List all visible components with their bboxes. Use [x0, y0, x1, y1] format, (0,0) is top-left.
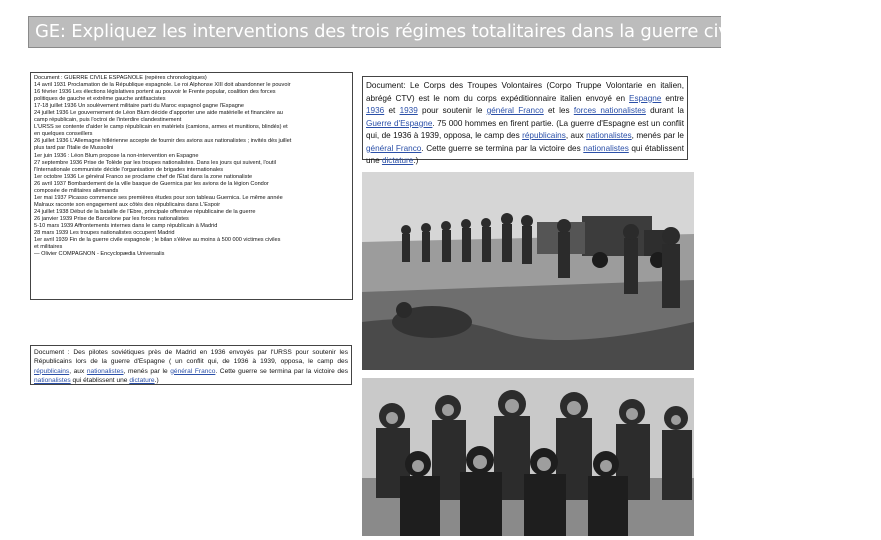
- chronology-line: Malraux raconte son engagement aux côtés des républicains dans L'Espoir: [34, 201, 221, 208]
- caption-text: pour soutenir le: [417, 106, 487, 115]
- caption-text: . Cette guerre se termina par la victoire des: [215, 367, 348, 375]
- chronology-line: 1er octobre 1936 Le général Franco se proclame chef de l'État dans la zone nationaliste: [34, 173, 253, 180]
- chronology-line: 16 février 1936 Les élections législatives portent au pouvoir le Frente popular, coalition des forces: [34, 89, 276, 96]
- caption-text: qui établissent une: [70, 376, 130, 384]
- caption-text: durant la: [645, 106, 684, 115]
- chronology-line: 28 mars 1939 Les troupes nationalistes occupent Madrid: [34, 230, 175, 237]
- chronology-line: L'URSS se contente d'aider le camp républicain en matériels (camions, armes et munitions, blindés) et: [34, 124, 288, 131]
- caption-text: . 75 000 hommes en firent partie. (La guerre d'Espagne est un conflit qui, de 1936 à 1939, opposa, le camp des: [366, 118, 684, 140]
- pilots-caption-box: [30, 345, 352, 385]
- link-nationalistes[interactable]: nationalistes: [586, 131, 632, 140]
- caption-text: et: [384, 106, 400, 115]
- link-1939[interactable]: 1939: [399, 106, 418, 115]
- caption-text: .): [154, 376, 159, 384]
- chronology-line: 26 janvier 1939 Prise de Barcelone par les forces nationalistes: [34, 215, 189, 222]
- chronology-line: 26 juillet 1936 L'Allemagne hitlérienne accepte de fournir des avions aux nationalistes ; invités dès juillet: [34, 138, 292, 145]
- caption-text: Document: Le Corps des Troupes Volontaires (Corpo Truppe Volontarie en italien, abrégé CTV) est le nom du corps expéditionnaire italien envoyé en: [366, 81, 684, 103]
- caption-text: Document : Des pilotes soviétiques près de Madrid en 1936 envoyés par l'URSS pour soutenir les Républicains lors de la guerre d'Espagne ( un conflit qui, de 1936 à 1939, opposa, le camp des: [34, 349, 348, 366]
- italian-troops-photo: [362, 172, 694, 370]
- link-dictature[interactable]: dictature: [129, 376, 155, 384]
- italian-troops-illustration: [362, 172, 694, 370]
- caption-text: qui établissent une: [366, 143, 684, 165]
- link-guerre-espagne[interactable]: Guerre d'Espagne: [366, 118, 433, 128]
- chronology-line: politiques de gauche et extrême gauche antifascistes: [34, 96, 166, 103]
- link-nationalistes-2[interactable]: nationalistes: [583, 143, 629, 153]
- chronology-line: 26 avril 1937 Bombardement de la ville basque de Guernica par les avions de la légion Condor: [34, 180, 269, 187]
- page-title: GE: Expliquez les interventions des trois régimes totalitaires dans la guerre civile espagnole (19: [35, 21, 881, 42]
- link-nationalistes[interactable]: nationalistes: [86, 367, 124, 375]
- chronology-line: 5-10 mars 1939 Affrontements internes dans le camp républicain à Madrid: [34, 222, 218, 229]
- caption-text: .): [413, 156, 419, 165]
- caption-text: , aux: [565, 131, 587, 140]
- chronology-source: — Olivier COMPAGNON - Encyclopædia Universalis: [34, 251, 165, 258]
- caption-text: , aux: [69, 367, 87, 375]
- chronology-line: en quelques conseillers: [34, 131, 93, 138]
- link-forces-nationalistes[interactable]: forces nationalistes: [573, 106, 646, 115]
- chronology-header: Document : GUERRE CIVILE ESPAGNOLE (repères chronologiques): [34, 75, 207, 81]
- link-general-franco[interactable]: général Franco: [486, 106, 544, 115]
- chronology-line: camp républicain, puis l'octroi de l'interdire clandestinement: [34, 117, 182, 124]
- chronology-line: et militaires: [34, 244, 63, 251]
- caption-text: et les: [543, 106, 574, 115]
- link-general-franco[interactable]: général Franco: [170, 367, 216, 375]
- chronology-line: 1er avril 1939 Fin de la guerre civile espagnole ; le bilan s'élève au moins à 500 000 victimes civiles: [34, 237, 281, 244]
- chronology-line: 27 septembre 1936 Prise de Tolède par les troupes nationalistes. Dans les jours qui suivent, l'outil: [34, 159, 276, 166]
- ctv-caption-box: [362, 76, 688, 165]
- title-bar: [28, 16, 881, 48]
- soviet-pilots-illustration: [362, 378, 694, 536]
- caption-text: , menés par le: [631, 131, 684, 140]
- chronology-line: plus tard par l'Italie de Mussolini: [34, 145, 114, 152]
- soviet-pilots-photo: [362, 378, 694, 536]
- link-republicains[interactable]: républicains: [522, 131, 566, 140]
- chronology-line: l'Internationale communiste décide l'organisation de brigades internationales: [34, 166, 224, 173]
- chronology-line: 24 juillet 1938 Début de la bataille de l'Ebre, principale offensive républicaine de la guerre: [34, 208, 256, 215]
- link-republicains[interactable]: républicains: [34, 367, 70, 375]
- caption-text: entre: [661, 93, 684, 103]
- chronology-line: 1er mai 1937 Picasso commence ses premières études pour son tableau Guernica. Le même année: [34, 194, 283, 201]
- chronology-line: 14 avril 1931 Proclamation de la République espagnole. Le roi Alphonse XIII doit abandonner le pouvoir: [34, 82, 291, 89]
- link-espagne[interactable]: Espagne: [629, 93, 662, 103]
- link-1936[interactable]: 1936: [366, 106, 385, 115]
- link-general-franco-2[interactable]: général Franco: [366, 143, 422, 153]
- chronology-line: 17-18 juillet 1936 Un soulèvement militaire parti du Maroc espagnol gagne l'Espagne: [34, 103, 245, 110]
- link-nationalistes-2[interactable]: nationalistes: [34, 376, 71, 384]
- link-dictature[interactable]: dictature: [381, 156, 414, 165]
- chronology-line: 24 juillet 1936 Le gouvernement de Léon Blum décide d'apporter une aide matérielle et financière au: [34, 110, 283, 117]
- chronology-line: 1er juin 1936 : Léon Blum propose la non-intervention en Espagne: [34, 152, 199, 159]
- chronology-box: [30, 72, 353, 300]
- caption-text: . Cette guerre se termina par la victoire des: [421, 143, 584, 153]
- chronology-line: composée de militaires allemands: [34, 187, 119, 194]
- caption-text: , menés par le: [123, 367, 171, 375]
